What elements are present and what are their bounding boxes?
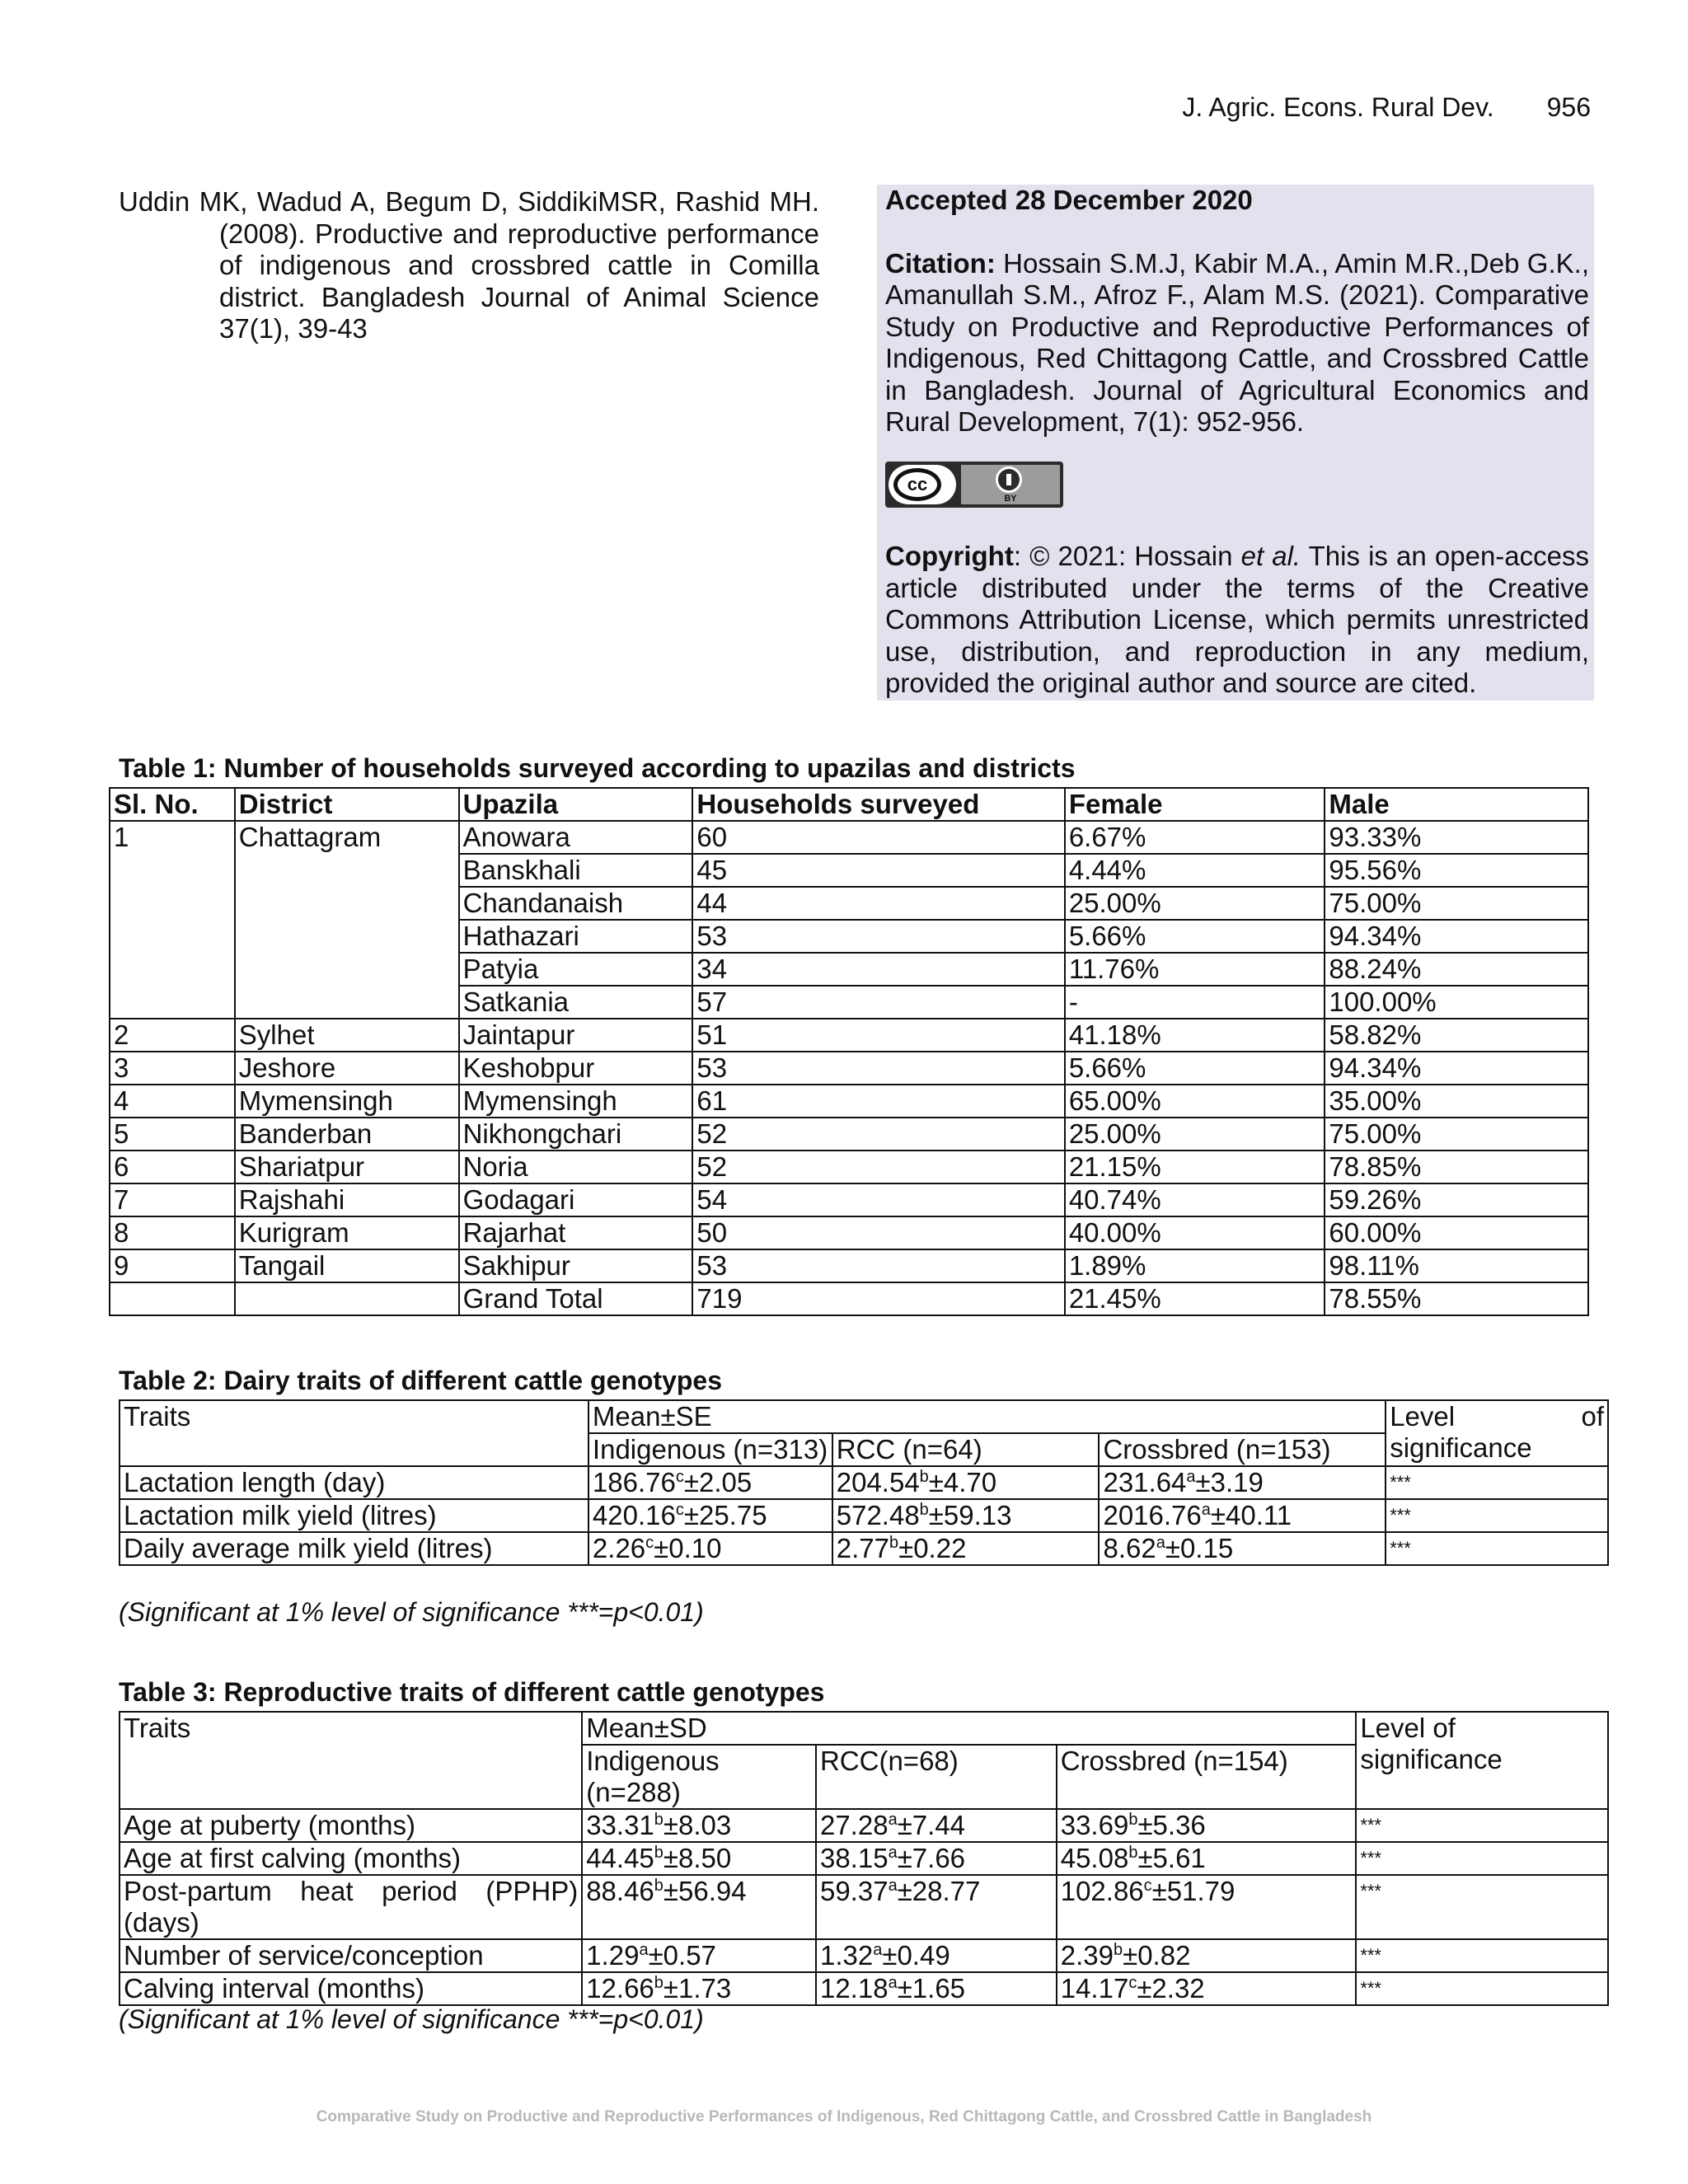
table-cell: 94.34% — [1325, 1052, 1588, 1085]
table-row — [110, 821, 1588, 854]
mean: 12.18 — [819, 1973, 889, 2004]
mean: 2.26 — [592, 1533, 646, 1563]
mean: 231.64 — [1103, 1467, 1187, 1497]
table-cell: Kurigram — [235, 1216, 459, 1249]
running-header — [1071, 92, 1591, 123]
significance: *** — [1386, 1499, 1608, 1532]
significance: *** — [1386, 1466, 1608, 1499]
table-cell: 52 — [692, 1118, 1064, 1151]
table-row — [110, 1282, 1588, 1315]
mean: 88.46 — [586, 1876, 654, 1906]
table-cell: 45 — [692, 854, 1064, 887]
deviation: ±0.57 — [648, 1940, 716, 1971]
table-cell: Sakhipur — [459, 1249, 693, 1282]
table-cell: 100.00% — [1325, 986, 1588, 1019]
t1-col-header: District — [235, 788, 459, 821]
table-cell: Anowara — [459, 821, 693, 854]
trait-name: Post-partum heat period (PPHP) (days) — [120, 1875, 582, 1939]
deviation: ±0.15 — [1165, 1533, 1234, 1563]
reproductive-traits-table — [119, 1711, 1609, 2006]
copyright-post: This is an open-access article distributed under the terms of the Creative Commons Attribution License, which permits unrestricted use, distribution, and reproduction in any medium, provided the original author and source are cited. — [885, 541, 1589, 698]
mean-value-cell — [816, 1809, 1057, 1842]
superscript-letter: b — [919, 1501, 929, 1519]
table-cell: Grand Total — [459, 1282, 693, 1315]
table-cell: 54 — [692, 1183, 1064, 1216]
deviation: ±5.36 — [1137, 1810, 1206, 1840]
superscript-letter: a — [1201, 1501, 1211, 1519]
copyright-pre: : © 2021: Hossain — [1013, 541, 1241, 571]
table-cell: 78.55% — [1325, 1282, 1588, 1315]
table-cell: 4 — [110, 1085, 235, 1118]
deviation: ±1.65 — [897, 1973, 966, 2004]
citation — [885, 248, 1589, 438]
copyright-etal: et al. — [1240, 541, 1301, 571]
mean-value-cell — [582, 1939, 816, 1972]
t3-mean-header: Mean±SD — [582, 1712, 1356, 1745]
table-cell: 5 — [110, 1118, 235, 1151]
table-cell: 53 — [692, 920, 1064, 953]
table2-caption-wrap — [119, 1366, 722, 1396]
t2-mean-header: Mean±SE — [588, 1400, 1386, 1433]
deviation: ±51.79 — [1151, 1876, 1236, 1906]
superscript-letter: b — [1113, 1941, 1123, 1959]
genotype-header: Crossbred (n=154) — [1057, 1745, 1357, 1809]
mean: 186.76 — [592, 1467, 676, 1497]
table2-caption: Table 2: Dairy traits of different cattle genotypes — [119, 1366, 723, 1395]
mean: 14.17 — [1060, 1973, 1129, 2004]
table-cell: 75.00% — [1325, 1118, 1588, 1151]
table-row — [120, 1809, 1608, 1842]
genotype-header: RCC(n=68) — [816, 1745, 1057, 1809]
deviation: ±56.94 — [663, 1876, 747, 1906]
table-cell — [110, 986, 235, 1019]
table-cell: 25.00% — [1065, 887, 1325, 920]
trait-name: Number of service/conception — [120, 1939, 582, 1972]
superscript-letter: b — [919, 1468, 929, 1486]
trait-name: Age at puberty (months) — [120, 1809, 582, 1842]
table-cell: 1.89% — [1065, 1249, 1325, 1282]
t2-traits-header: Traits — [120, 1400, 588, 1466]
attribution-person-icon — [996, 466, 1022, 493]
table-cell: 34 — [692, 953, 1064, 986]
table-row — [110, 1019, 1588, 1052]
superscript-letter: a — [888, 1844, 898, 1862]
t3-level-header: Level of significance — [1356, 1712, 1608, 1809]
mean: 8.62 — [1103, 1533, 1156, 1563]
genotype-header: Crossbred (n=153) — [1099, 1433, 1386, 1466]
superscript-letter: c — [1128, 1974, 1137, 1992]
table-cell: Jeshore — [235, 1052, 459, 1085]
deviation: ±25.75 — [683, 1500, 767, 1530]
mean: 38.15 — [819, 1843, 889, 1873]
table2-note: (Significant at 1% level of significance ***=p<0.01) — [119, 1597, 704, 1627]
table-cell: 35.00% — [1325, 1085, 1588, 1118]
table-cell: 3 — [110, 1052, 235, 1085]
deviation: ±0.82 — [1123, 1940, 1191, 1971]
deviation: ±0.49 — [882, 1940, 950, 1971]
mean-value-cell — [832, 1499, 1100, 1532]
table-cell: 98.11% — [1325, 1249, 1588, 1282]
deviation: ±8.03 — [663, 1810, 732, 1840]
mean: 2.77 — [836, 1533, 889, 1563]
table-cell: Hathazari — [459, 920, 693, 953]
genotype-header: Indigenous (n=288) — [582, 1745, 816, 1809]
trait-name: Calving interval (months) — [120, 1972, 582, 2005]
mean-value-cell — [1099, 1499, 1386, 1532]
table-cell — [235, 854, 459, 887]
running-footer: Comparative Study on Productive and Reproductive Performances of Indigenous, Red Chittagong Cattle, and Crossbred Cattle in Bangladesh — [316, 2108, 1372, 2125]
deviation: ±2.32 — [1137, 1973, 1205, 2004]
table-cell: 53 — [692, 1052, 1064, 1085]
table3-caption: Table 3: Reproductive traits of different cattle genotypes — [119, 1677, 825, 1707]
mean: 45.08 — [1060, 1843, 1129, 1873]
table-cell: 6 — [110, 1151, 235, 1183]
table-cell: 11.76% — [1065, 953, 1325, 986]
significance: *** — [1356, 1972, 1608, 2005]
table-cell: 60.00% — [1325, 1216, 1588, 1249]
table-cell: 44 — [692, 887, 1064, 920]
t1-col-header: Female — [1065, 788, 1325, 821]
table-cell: 50 — [692, 1216, 1064, 1249]
table1-caption-wrap — [119, 753, 1076, 784]
table-cell: 88.24% — [1325, 953, 1588, 986]
table1-caption: Table 1: Number of households surveyed according to upazilas and districts — [119, 753, 1076, 783]
superscript-letter: a — [1186, 1468, 1196, 1486]
table-cell: Banskhali — [459, 854, 693, 887]
genotype-header: RCC (n=64) — [832, 1433, 1100, 1466]
significance: *** — [1356, 1842, 1608, 1875]
table-cell: Shariatpur — [235, 1151, 459, 1183]
table-cell: 59.26% — [1325, 1183, 1588, 1216]
table-cell: Rajshahi — [235, 1183, 459, 1216]
trait-name: Lactation milk yield (litres) — [120, 1499, 588, 1532]
reference-entry — [119, 186, 819, 345]
table-row — [110, 1151, 1588, 1183]
table-row — [120, 1972, 1608, 2005]
t1-col-header: Households surveyed — [692, 788, 1064, 821]
table-row — [110, 920, 1588, 953]
superscript-letter: a — [873, 1941, 883, 1959]
mean-value-cell — [1057, 1939, 1357, 1972]
table-row — [110, 1118, 1588, 1151]
table-cell — [235, 887, 459, 920]
table-cell: 41.18% — [1065, 1019, 1325, 1052]
table-cell: Jaintapur — [459, 1019, 693, 1052]
table-cell: 9 — [110, 1249, 235, 1282]
table-row — [110, 986, 1588, 1019]
superscript-letter: b — [654, 1844, 663, 1862]
deviation: ±7.44 — [897, 1810, 966, 1840]
superscript-letter: b — [654, 1877, 663, 1895]
mean-value-cell — [588, 1466, 832, 1499]
table3-caption-wrap — [119, 1677, 824, 1708]
trait-name: Age at first calving (months) — [120, 1842, 582, 1875]
table-cell — [110, 1282, 235, 1315]
table-cell: Mymensingh — [459, 1085, 693, 1118]
deviation: ±7.66 — [897, 1843, 966, 1873]
mean-value-cell — [832, 1466, 1100, 1499]
table-cell: 8 — [110, 1216, 235, 1249]
table-row — [110, 953, 1588, 986]
table-cell: 60 — [692, 821, 1064, 854]
table-cell: 75.00% — [1325, 887, 1588, 920]
mean-value-cell — [1057, 1972, 1357, 2005]
table-row — [120, 1842, 1608, 1875]
table-cell — [235, 986, 459, 1019]
mean: 420.16 — [592, 1500, 676, 1530]
mean-value-cell — [1057, 1875, 1357, 1939]
table-cell — [110, 920, 235, 953]
table-cell: 4.44% — [1065, 854, 1325, 887]
article-info-box — [877, 185, 1594, 701]
table-cell: 65.00% — [1065, 1085, 1325, 1118]
table-cell: Satkania — [459, 986, 693, 1019]
mean-value-cell — [1057, 1842, 1357, 1875]
table-cell: 51 — [692, 1019, 1064, 1052]
mean-value-cell — [816, 1972, 1057, 2005]
superscript-letter: b — [654, 1811, 663, 1829]
significance: *** — [1356, 1875, 1608, 1939]
superscript-letter: a — [639, 1941, 649, 1959]
superscript-letter: b — [1128, 1811, 1138, 1829]
table-cell: 94.34% — [1325, 920, 1588, 953]
table-row — [110, 1249, 1588, 1282]
superscript-letter: c — [1143, 1877, 1152, 1895]
table-cell: 21.15% — [1065, 1151, 1325, 1183]
mean-value-cell — [816, 1875, 1057, 1939]
mean-value-cell — [582, 1875, 816, 1939]
superscript-letter: b — [1128, 1844, 1138, 1862]
table-cell: - — [1065, 986, 1325, 1019]
table-row — [110, 854, 1588, 887]
mean-value-cell — [588, 1499, 832, 1532]
mean: 59.37 — [819, 1876, 889, 1906]
mean-value-cell — [816, 1842, 1057, 1875]
trait-name: Daily average milk yield (litres) — [120, 1532, 588, 1565]
table-cell: 61 — [692, 1085, 1064, 1118]
mean: 12.66 — [586, 1973, 654, 2004]
trait-name: Lactation length (day) — [120, 1466, 588, 1499]
mean-value-cell — [1099, 1532, 1386, 1565]
table-cell: 53 — [692, 1249, 1064, 1282]
mean-value-cell — [582, 1972, 816, 2005]
table-row — [120, 1499, 1608, 1532]
table-cell: Rajarhat — [459, 1216, 693, 1249]
mean: 2.39 — [1060, 1940, 1114, 1971]
cc-by-license-icon[interactable] — [885, 462, 1063, 508]
table-cell — [235, 1282, 459, 1315]
table-cell: 40.00% — [1065, 1216, 1325, 1249]
table-cell: Patyia — [459, 953, 693, 986]
table-cell: 57 — [692, 986, 1064, 1019]
households-table — [109, 787, 1589, 1316]
table-cell: 6.67% — [1065, 821, 1325, 854]
superscript-letter: c — [645, 1534, 654, 1552]
table-cell: 719 — [692, 1282, 1064, 1315]
table-cell: Banderban — [235, 1118, 459, 1151]
mean-value-cell — [582, 1809, 816, 1842]
deviation: ±5.61 — [1137, 1843, 1206, 1873]
t1-col-header: Male — [1325, 788, 1588, 821]
table-cell: Keshobpur — [459, 1052, 693, 1085]
deviation: ±8.50 — [663, 1843, 732, 1873]
superscript-letter: a — [888, 1974, 898, 1992]
superscript-letter: a — [888, 1811, 898, 1829]
table-cell — [235, 953, 459, 986]
table-cell: 5.66% — [1065, 920, 1325, 953]
deviation: ±59.13 — [928, 1500, 1012, 1530]
table-cell: 7 — [110, 1183, 235, 1216]
mean: 27.28 — [819, 1810, 889, 1840]
page-number: 956 — [1546, 92, 1591, 122]
table-cell: 40.74% — [1065, 1183, 1325, 1216]
superscript-letter: c — [675, 1468, 684, 1486]
table-cell: 78.85% — [1325, 1151, 1588, 1183]
citation-label: Citation: — [885, 247, 996, 279]
table-cell: Chattagram — [235, 821, 459, 854]
mean-value-cell — [832, 1532, 1100, 1565]
table-cell: Nikhongchari — [459, 1118, 693, 1151]
table-row — [120, 1532, 1608, 1565]
significance: *** — [1356, 1939, 1608, 1972]
table-cell: Godagari — [459, 1183, 693, 1216]
mean-value-cell — [588, 1532, 832, 1565]
deviation: ±2.05 — [683, 1467, 753, 1497]
mean: 102.86 — [1060, 1876, 1144, 1906]
table-row — [110, 1052, 1588, 1085]
table-row — [110, 1085, 1588, 1118]
deviation: ±4.70 — [928, 1467, 997, 1497]
deviation: ±0.22 — [898, 1533, 967, 1563]
mean: 33.31 — [586, 1810, 654, 1840]
deviation: ±3.19 — [1195, 1467, 1264, 1497]
table3-note: (Significant at 1% level of significance ***=p<0.01) — [119, 2004, 704, 2034]
mean: 33.69 — [1060, 1810, 1129, 1840]
table-row — [120, 1875, 1608, 1939]
t1-col-header: Sl. No. — [110, 788, 235, 821]
deviation: ±1.73 — [663, 1973, 732, 2004]
table-cell: 5.66% — [1065, 1052, 1325, 1085]
genotype-header: Indigenous (n=313) — [588, 1433, 832, 1466]
table-cell: 2 — [110, 1019, 235, 1052]
table-cell: 58.82% — [1325, 1019, 1588, 1052]
t1-col-header: Upazila — [459, 788, 693, 821]
deviation: ±28.77 — [897, 1876, 981, 1906]
table-cell: 21.45% — [1065, 1282, 1325, 1315]
table-cell: Noria — [459, 1151, 693, 1183]
superscript-letter: b — [889, 1534, 899, 1552]
table-cell — [110, 953, 235, 986]
mean: 204.54 — [836, 1467, 920, 1497]
significance: *** — [1356, 1809, 1608, 1842]
mean: 2016.76 — [1103, 1500, 1202, 1530]
table-cell — [235, 920, 459, 953]
table-cell: Sylhet — [235, 1019, 459, 1052]
table-row — [110, 1216, 1588, 1249]
citation-text: Hossain S.M.J, Kabir M.A., Amin M.R.,Deb G.K., Amanullah S.M., Afroz F., Alam M.S. (2021). Comparative Study on Productive and Reproductive Performances of Indigenous, Red Chittagong Cattle, and Crossbred Cattle in Bangladesh. Journal of Agricultural Economics and Rural Development, 7(1): 952-956. — [885, 247, 1589, 437]
mean-value-cell — [1057, 1809, 1357, 1842]
table-row — [110, 1183, 1588, 1216]
mean-value-cell — [816, 1939, 1057, 1972]
table-cell: 95.56% — [1325, 854, 1588, 887]
copyright-notice — [885, 541, 1589, 700]
accepted-date: Accepted 28 December 2020 — [885, 185, 1253, 215]
table-cell: Tangail — [235, 1249, 459, 1282]
journal-name: J. Agric. Econs. Rural Dev. — [1182, 92, 1494, 122]
table-cell: 52 — [692, 1151, 1064, 1183]
t2-level-header: Level of significance — [1386, 1400, 1608, 1466]
significance: *** — [1386, 1532, 1608, 1565]
table-cell — [110, 887, 235, 920]
mean: 44.45 — [586, 1843, 654, 1873]
superscript-letter: b — [654, 1974, 663, 1992]
deviation: ±40.11 — [1210, 1500, 1292, 1530]
reference-text: Uddin MK, Wadud A, Begum D, SiddikiMSR, Rashid MH. (2008). Productive and reproductive performance of indigenous and crossbred cattle in Comilla district. Bangladesh Journal of Animal Science 37(1), 39-43 — [119, 186, 819, 344]
table-cell: 25.00% — [1065, 1118, 1325, 1151]
superscript-letter: a — [1156, 1534, 1165, 1552]
table-cell: Mymensingh — [235, 1085, 459, 1118]
dairy-traits-table — [119, 1399, 1609, 1566]
table-row — [120, 1939, 1608, 1972]
table-cell: 1 — [110, 821, 235, 854]
table-cell — [110, 854, 235, 887]
cc-logo-icon: cc — [893, 468, 941, 501]
deviation: ±0.10 — [654, 1533, 722, 1563]
mean: 572.48 — [836, 1500, 920, 1530]
mean-value-cell — [1099, 1466, 1386, 1499]
by-label: BY — [1004, 493, 1017, 504]
superscript-letter: c — [675, 1501, 684, 1519]
copyright-label: Copyright — [885, 541, 1014, 571]
mean: 1.32 — [819, 1940, 874, 1971]
t3-traits-header: Traits — [120, 1712, 582, 1809]
superscript-letter: a — [888, 1877, 898, 1895]
mean-value-cell — [582, 1842, 816, 1875]
table-row — [120, 1466, 1608, 1499]
table-cell: 93.33% — [1325, 821, 1588, 854]
mean: 1.29 — [586, 1940, 640, 1971]
table-cell: Chandanaish — [459, 887, 693, 920]
table-row — [110, 887, 1588, 920]
